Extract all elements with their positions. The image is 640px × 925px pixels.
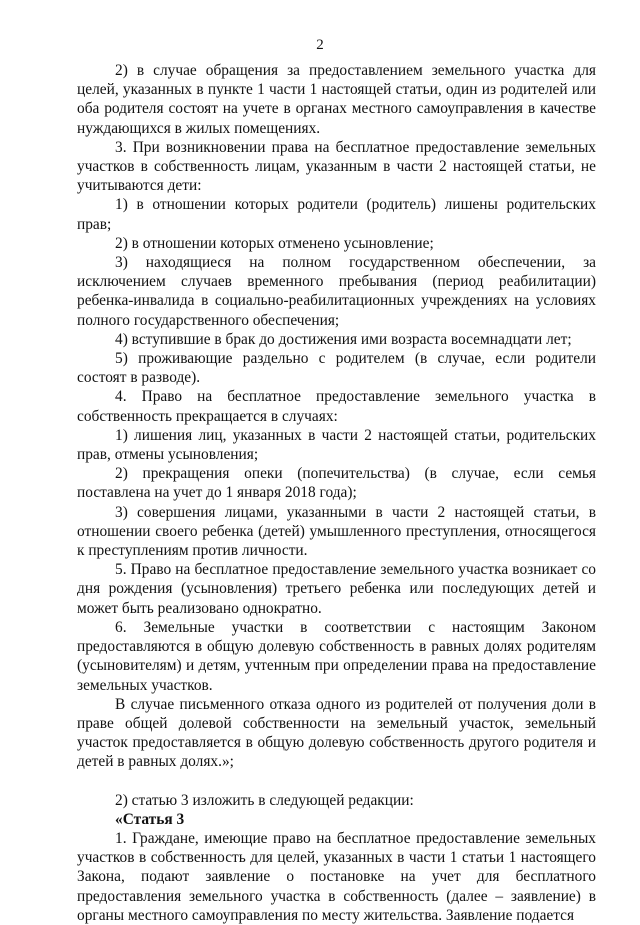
paragraph: 2) в отношении которых отменено усыновление; [115, 234, 434, 252]
paragraph: 3) находящиеся на полном государственном обеспечении, за исключением случаев временного пребывания (период реабилитации) ребенка-инвалида в социально-реабилитационных учреждениях на условиях полного государственного обеспечения; [77, 254, 596, 329]
amendment-intro: 2) статью 3 изложить в следующей редакции: [115, 791, 414, 809]
paragraph: 2) прекращения опеки (попечительства) (в случае, если семья поставлена на учет до 1 января 2018 года); [77, 465, 596, 502]
paragraph: 3) совершения лицами, указанными в части 2 настоящей статьи, в отношении своего ребенка (детей) умышленного преступления, относящегося к преступлениям против личности. [77, 503, 596, 560]
paragraph: 5. Право на бесплатное предоставление земельного участка возникает со дня рождения (усыновления) третьего ребенка или последующих детей и может быть реализовано однократно. [77, 561, 596, 617]
paragraph: 2) в случае обращения за предоставлением земельного участка для целей, указанных в пункте 1 части 1 настоящей статьи, один из родителей или оба родителя состоят на учете в органах местного самоуправления в качестве нуждающихся в жилых помещениях. [77, 62, 596, 137]
paragraph: 4. Право на бесплатное предоставление земельного участка в собственность прекращается в случаях: [77, 388, 596, 425]
article-heading: «Статья 3 [115, 810, 185, 828]
paragraph: 4) вступившие в брак до достижения ими возраста восемнадцати лет; [115, 330, 572, 348]
article-paragraph: 1. Граждане, имеющие право на бесплатное предоставление земельных участков в собственность для целей, указанных в части 1 статьи 1 настоящего Закона, подают заявление о постановке на учет для бесплатного предоставления земельного участка в собственность (далее – заявление) в органы местного самоуправления по месту жительства. Заявление подается [77, 829, 596, 924]
paragraph: 6. Земельные участки в соответствии с настоящим Законом предоставляются в общую долевую собственность в равных долях родителям (усыновителям) и детям, учтенным при определении права на предоставление земельных участков. [77, 618, 596, 694]
paragraph: 1) в отношении которых родители (родитель) лишены родительских прав; [77, 196, 596, 233]
paragraph: 1) лишения лиц, указанных в части 2 настоящей статьи, родительских прав, отмены усыновления; [77, 426, 596, 464]
page-number: 2 [316, 37, 324, 53]
paragraph: В случае письменного отказа одного из родителей от получения доли в праве общей долевой собственности на земельный участок, земельный участок предоставляется в общую долевую собственность другого родителя и детей в равных долях.»; [77, 695, 596, 771]
document-body [77, 61, 596, 925]
paragraph: 5) проживающие раздельно с родителем (в случае, если родители состоят в разводе). [77, 350, 596, 387]
blank-line [77, 772, 596, 791]
paragraph: 3. При возникновении права на бесплатное предоставление земельных участков в собственность лицам, указанным в части 2 настоящей статьи, не учитываются дети: [77, 138, 596, 195]
